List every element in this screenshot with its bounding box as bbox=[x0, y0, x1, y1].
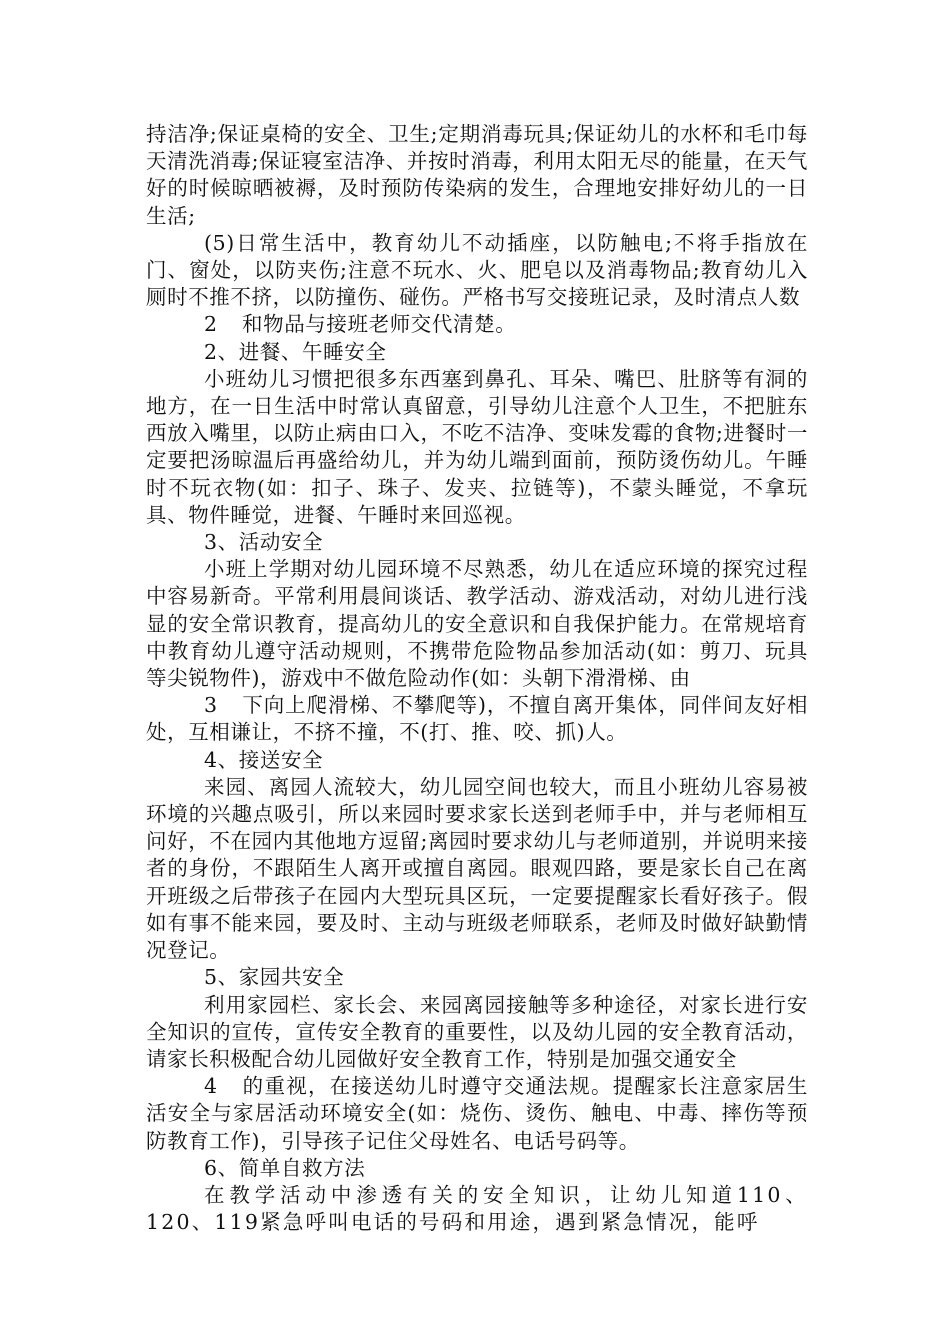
heading-pickup-safety: 4、接送安全 bbox=[204, 747, 324, 772]
heading-meal-nap-safety: 2、进餐、午睡安全 bbox=[204, 339, 387, 364]
page-number: 3 bbox=[204, 693, 218, 718]
paragraph-handover: 2 和物品与接班老师交代清楚。 bbox=[146, 311, 808, 338]
paragraph-self-rescue: 在教学活动中渗透有关的安全知识，让幼儿知道110、120、119紧急呼叫电话的号码和用途，遇到紧急情况，能呼 bbox=[146, 1182, 808, 1235]
paragraph-hygiene-continued: 持洁净;保证桌椅的安全、卫生;定期消毒玩具;保证幼儿的水杯和毛巾每天清洗消毒;保证寝室洁净、并按时消毒，利用太阳无尽的能量，在天气好的时候晾晒被褥，及时预防传染病的发生，合理地安排好幼儿的一日生活; bbox=[146, 122, 808, 228]
page-number: 2 bbox=[204, 312, 218, 337]
paragraph-activity-continued: 3 下向上爬滑梯、不攀爬等)，不擅自离开集体，同伴间友好相处，互相谦让，不挤不撞，不(打、推、咬、抓)人。 bbox=[146, 693, 808, 745]
heading-home-school-safety: 5、家园共安全 bbox=[204, 965, 345, 990]
document-body bbox=[146, 121, 808, 1236]
heading-activity-safety: 3、活动安全 bbox=[204, 530, 324, 555]
paragraph-meal-nap-safety: 小班幼儿习惯把很多东西塞到鼻孔、耳朵、嘴巴、肚脐等有洞的地方，在一日生活中时常认真留意，引导幼儿注意个人卫生，不把脏东西放入嘴里，以防止病由口入，不吃不洁净、变味发霉的食物;进餐时一定要把汤晾温后再盛给幼儿，并为幼儿端到面前，预防烫伤幼儿。午睡时不玩衣物(如：扣子、珠子、发夹、拉链等)，不蒙头睡觉，不拿玩具、物件睡觉，进餐、午睡时来回巡视。 bbox=[146, 366, 808, 527]
page-number: 4 bbox=[204, 1074, 218, 1099]
heading-self-rescue: 6、简单自救方法 bbox=[204, 1155, 366, 1180]
paragraph-activity-safety: 小班上学期对幼儿园环境不尽熟悉，幼儿在适应环境的探究过程中容易新奇。平常利用晨间谈话、教学活动、游戏活动，对幼儿进行浅显的安全常识教育，提高幼儿的安全意识和自我保护能力。在常规培育中教育幼儿遵守活动规则，不携带危险物品参加活动(如：剪刀、玩具等尖锐物件)，游戏中不做危险动作(如：头朝下滑滑梯、由 bbox=[146, 557, 808, 691]
paragraph-home-school-continued: 4 的重视，在接送幼儿时遵守交通法规。提醒家长注意家居生活安全与家居活动环境安全(如：烧伤、烫伤、触电、中毒、摔伤等预防教育工作)，引导孩子记住父母姓名、电话号码等。 bbox=[146, 1074, 808, 1153]
paragraph-home-school-safety: 利用家园栏、家长会、来园离园接触等多种途径，对家长进行安全知识的宣传，宣传安全教育的重要性，以及幼儿园的安全教育活动，请家长积极配合幼儿园做好安全教育工作，特别是加强交通安全 bbox=[146, 992, 808, 1071]
paragraph-daily-life-safety: (5)日常生活中，教育幼儿不动插座，以防触电;不将手指放在门、窗处，以防夹伤;注意不玩水、火、肥皂以及消毒物品;教育幼儿入厕时不推不挤，以防撞伤、碰伤。严格书写交接班记录，及时清点人数 bbox=[146, 230, 808, 310]
paragraph-pickup-safety: 来园、离园人流较大，幼儿园空间也较大，而且小班幼儿容易被环境的兴趣点吸引，所以来园时要求家长送到老师手中，并与老师相互问好，不在园内其他地方逗留;离园时要求幼儿与老师道别，并说明来接者的身份，不跟陌生人离开或擅自离园。眼观四路，要是家长自己在离开班级之后带孩子在园内大型玩具区玩，一定要提醒家长看好孩子。假如有事不能来园，要及时、主动与班级老师联系，老师及时做好缺勤情况登记。 bbox=[146, 774, 808, 963]
